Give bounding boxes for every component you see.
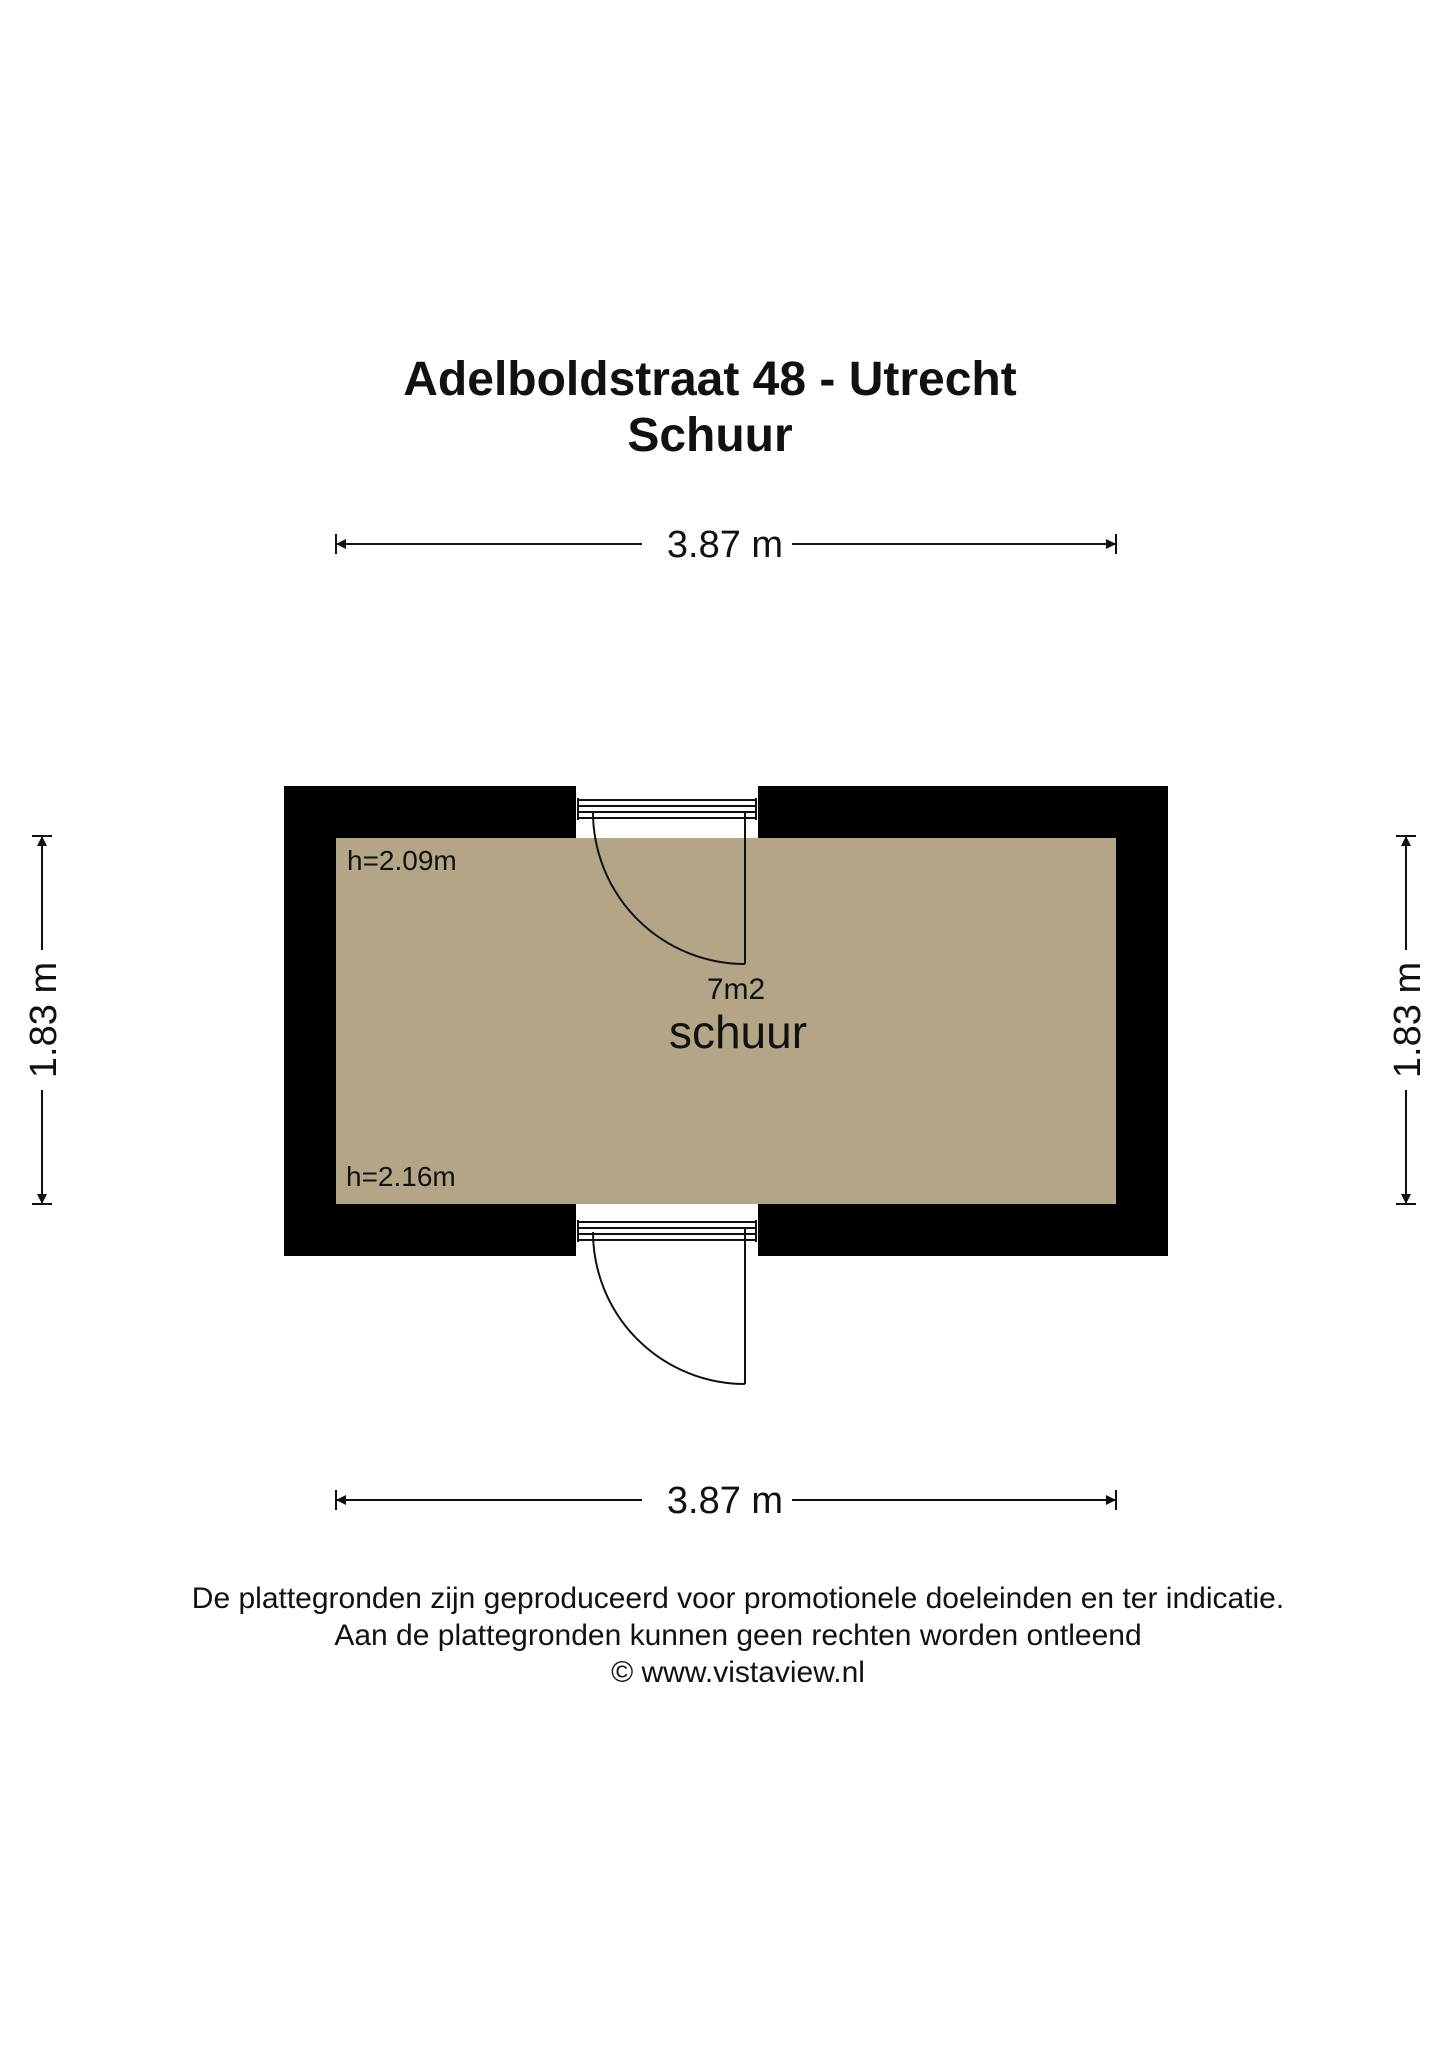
dimension-left — [20, 836, 65, 1204]
dimension-left-label: 1.83 m — [23, 961, 65, 1079]
plan-title: Adelboldstraat 48 - Utrecht — [403, 353, 1017, 406]
ceiling-height-top: h=2.09m — [347, 845, 457, 876]
dimension-top — [336, 520, 1116, 570]
door-bottom — [578, 1204, 756, 1384]
disclaimer-line-1: De plattegronden zijn geproduceerd voor promotionele doeleinden en ter indicatie. — [191, 1582, 1285, 1615]
ceiling-height-bottom: h=2.16m — [346, 1161, 456, 1192]
room-name: schuur — [668, 1006, 808, 1058]
dimension-bottom-label: 3.87 m — [666, 1480, 784, 1522]
room-area: 7m2 — [706, 973, 766, 1006]
dimension-right — [1384, 836, 1429, 1204]
dimension-right-label: 1.83 m — [1387, 961, 1429, 1079]
floor-name: Schuur — [627, 409, 793, 462]
disclaimer-line-2: Aan de plattegronden kunnen geen rechten worden ontleend — [334, 1619, 1142, 1652]
copyright-line: © www.vistaview.nl — [611, 1656, 865, 1689]
dimension-top-label: 3.87 m — [666, 524, 784, 566]
disclaimer — [14, 1580, 1448, 1691]
dimension-bottom — [336, 1476, 1116, 1526]
